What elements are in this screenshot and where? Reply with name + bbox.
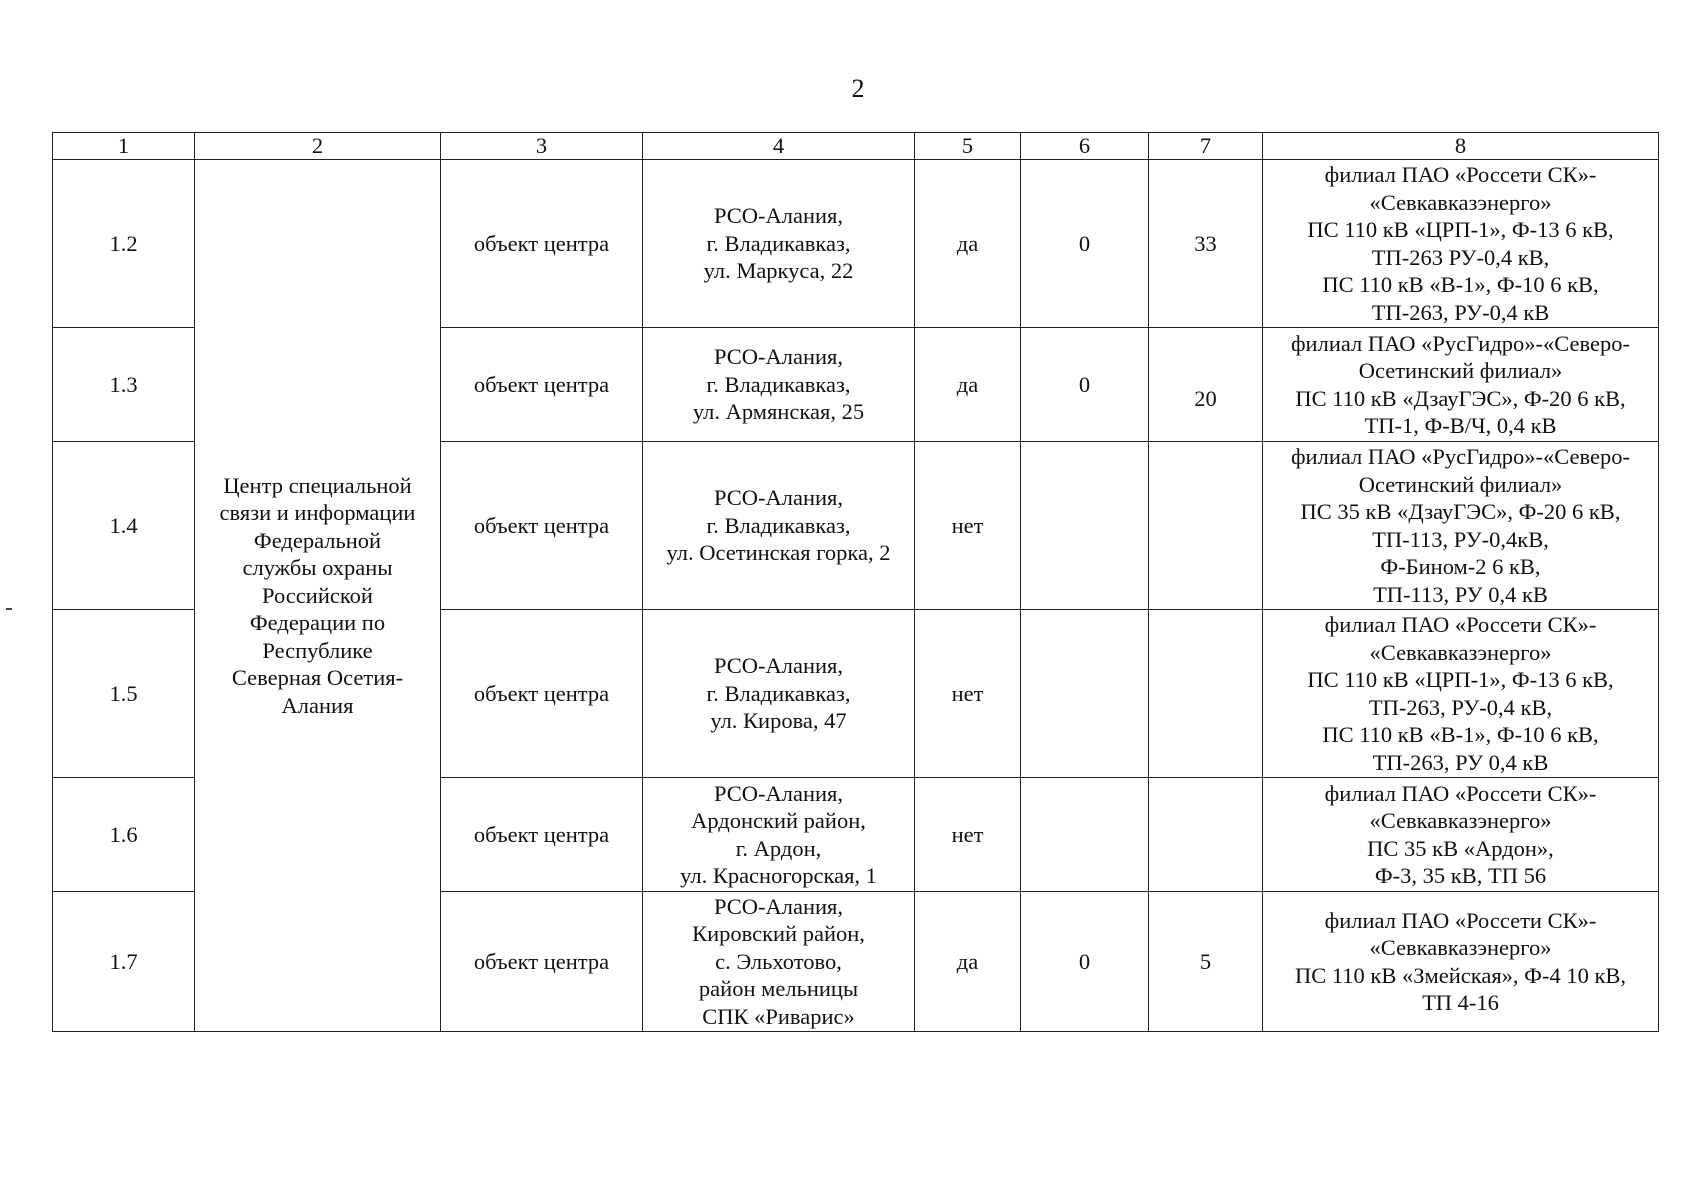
- organization-line: Федерации по: [249, 610, 386, 636]
- source-line: филиал ПАО «Россети СК»-: [1324, 907, 1597, 933]
- address-line: СПК «Риварис»: [702, 1003, 855, 1029]
- power-source-cell: [1263, 892, 1659, 1032]
- source-line: ТП-113, РУ-0,4кВ,: [1372, 526, 1549, 552]
- source-line: Ф-3, 35 кВ, ТП 56: [1374, 863, 1547, 888]
- source-line: филиал ПАО «Россети СК»-: [1324, 612, 1597, 637]
- col5-value: да: [915, 160, 1021, 328]
- source-line: филиал ПАО «Россети СК»-: [1324, 162, 1597, 187]
- source-line: ПС 110 кВ «Змейская», Ф-4 10 кВ,: [1294, 962, 1627, 988]
- source-line: ТП 4-16: [1422, 990, 1499, 1015]
- address-cell: [643, 610, 915, 778]
- header-cell: 8: [1263, 133, 1659, 160]
- address-line: ул. Красногорская, 1: [680, 863, 877, 888]
- source-line: «Севкавказэнерго»: [1369, 808, 1552, 833]
- object-type: объект центра: [441, 442, 643, 610]
- organization-line: Федеральной: [253, 527, 382, 553]
- source-line: ПС 110 кВ «ЦРП-1», Ф-13 6 кВ,: [1307, 217, 1614, 242]
- col6-value: 0: [1021, 160, 1149, 328]
- source-line: ПС 110 кВ «ЦРП-1», Ф-13 6 кВ,: [1307, 667, 1614, 692]
- address-line: г. Ардон,: [735, 835, 822, 861]
- col7-value: 5: [1149, 892, 1263, 1032]
- organization-line: связи и информации: [219, 500, 416, 526]
- address-line: ул. Маркуса, 22: [703, 258, 854, 284]
- col7-value: [1149, 610, 1263, 778]
- address-line: ул. Осетинская горка, 2: [666, 540, 891, 566]
- col6-value: [1021, 442, 1149, 610]
- source-line: ТП-113, РУ 0,4 кВ: [1373, 581, 1548, 607]
- col7-value: 20: [1149, 328, 1263, 442]
- page-number: 2: [851, 74, 865, 103]
- object-type: объект центра: [441, 892, 643, 1032]
- object-type: объект центра: [441, 610, 643, 778]
- address-line: г. Владикавказ,: [706, 230, 851, 256]
- organization-line: Республике: [262, 637, 373, 663]
- source-line: ПС 110 кВ «В-1», Ф-10 6 кВ,: [1322, 722, 1599, 747]
- address-line: ул. Кирова, 47: [710, 708, 847, 734]
- table-row: [53, 160, 1659, 328]
- source-line: «Севкавказэнерго»: [1369, 935, 1552, 960]
- header-cell: 1: [53, 133, 195, 160]
- col6-value: [1021, 778, 1149, 892]
- organization-line: Алания: [281, 692, 354, 718]
- source-line: филиал ПАО «Россети СК»-: [1324, 780, 1597, 806]
- organization-line: службы охраны: [242, 555, 393, 581]
- col5-value: нет: [915, 610, 1021, 778]
- col7-value: 33: [1149, 160, 1263, 328]
- margin-mark: [6, 608, 12, 610]
- col7-value: [1149, 442, 1263, 610]
- address-cell: [643, 328, 915, 442]
- address-line: РСО-Алания,: [713, 893, 844, 919]
- address-line: Кировский район,: [692, 921, 865, 947]
- col7-value: [1149, 778, 1263, 892]
- organization-line: Центр специальной: [223, 472, 412, 498]
- source-line: ПС 110 кВ «В-1», Ф-10 6 кВ,: [1322, 272, 1599, 297]
- organization-line: Российской: [262, 582, 373, 608]
- col6-value: [1021, 610, 1149, 778]
- power-source-cell: [1263, 778, 1659, 892]
- address-line: г. Владикавказ,: [706, 371, 851, 397]
- header-cell: 6: [1021, 133, 1149, 160]
- col5-value: да: [915, 328, 1021, 442]
- address-line: РСО-Алания,: [713, 653, 844, 679]
- source-line: ТП-263 РУ-0,4 кВ,: [1371, 244, 1550, 270]
- source-line: ПС 35 кВ «Ардон»,: [1367, 835, 1554, 861]
- row-number: 1.5: [53, 610, 195, 778]
- object-type: объект центра: [441, 778, 643, 892]
- source-line: «Севкавказэнерго»: [1369, 639, 1552, 665]
- header-cell: 4: [643, 133, 915, 160]
- address-line: РСО-Алания,: [713, 203, 844, 229]
- address-cell: [643, 892, 915, 1032]
- address-line: РСО-Алания,: [713, 485, 844, 511]
- source-line: филиал ПАО «РусГидро»-«Северо-: [1290, 444, 1631, 469]
- col5-value: да: [915, 892, 1021, 1032]
- address-cell: [643, 778, 915, 892]
- power-source-cell: [1263, 160, 1659, 328]
- source-line: ПС 35 кВ «ДзауГЭС», Ф-20 6 кВ,: [1300, 499, 1621, 524]
- address-line: г. Владикавказ,: [706, 680, 851, 706]
- object-type: объект центра: [441, 160, 643, 328]
- organization-cell: [195, 160, 441, 1032]
- header-cell: 5: [915, 133, 1021, 160]
- header-cell: 7: [1149, 133, 1263, 160]
- row-number: 1.7: [53, 892, 195, 1032]
- col5-value: нет: [915, 778, 1021, 892]
- address-line: район мельницы: [698, 976, 859, 1002]
- power-source-cell: [1263, 328, 1659, 442]
- power-source-cell: [1263, 442, 1659, 610]
- source-line: Осетинский филиал»: [1358, 358, 1563, 383]
- source-line: филиал ПАО «РусГидро»-«Северо-: [1290, 330, 1631, 356]
- object-type: объект центра: [441, 328, 643, 442]
- col5-value: нет: [915, 442, 1021, 610]
- source-line: ПС 110 кВ «ДзауГЭС», Ф-20 6 кВ,: [1295, 385, 1626, 411]
- address-line: с. Эльхотово,: [715, 948, 842, 974]
- row-number: 1.2: [53, 160, 195, 328]
- organization-line: Северная Осетия-: [231, 665, 404, 691]
- row-number: 1.4: [53, 442, 195, 610]
- source-line: «Севкавказэнерго»: [1369, 189, 1552, 215]
- address-line: РСО-Алания,: [713, 344, 844, 370]
- objects-table: [52, 132, 1659, 1032]
- source-line: ТП-263, РУ-0,4 кВ,: [1368, 694, 1553, 720]
- source-line: Осетинский филиал»: [1358, 471, 1563, 497]
- header-cell: 3: [441, 133, 643, 160]
- header-cell: 2: [195, 133, 441, 160]
- address-cell: [643, 442, 915, 610]
- address-line: г. Владикавказ,: [706, 512, 851, 538]
- source-line: ТП-263, РУ 0,4 кВ: [1372, 749, 1549, 775]
- source-line: Ф-Бином-2 6 кВ,: [1380, 554, 1541, 579]
- header-row: [53, 133, 1659, 160]
- source-line: ТП-1, Ф-В/Ч, 0,4 кВ: [1364, 413, 1557, 438]
- row-number: 1.3: [53, 328, 195, 442]
- address-line: ул. Армянская, 25: [692, 399, 865, 425]
- address-line: РСО-Алания,: [713, 780, 844, 806]
- col6-value: 0: [1021, 892, 1149, 1032]
- address-cell: [643, 160, 915, 328]
- col6-value: 0: [1021, 328, 1149, 442]
- row-number: 1.6: [53, 778, 195, 892]
- power-source-cell: [1263, 610, 1659, 778]
- address-line: Ардонский район,: [691, 808, 866, 833]
- source-line: ТП-263, РУ-0,4 кВ: [1371, 299, 1550, 325]
